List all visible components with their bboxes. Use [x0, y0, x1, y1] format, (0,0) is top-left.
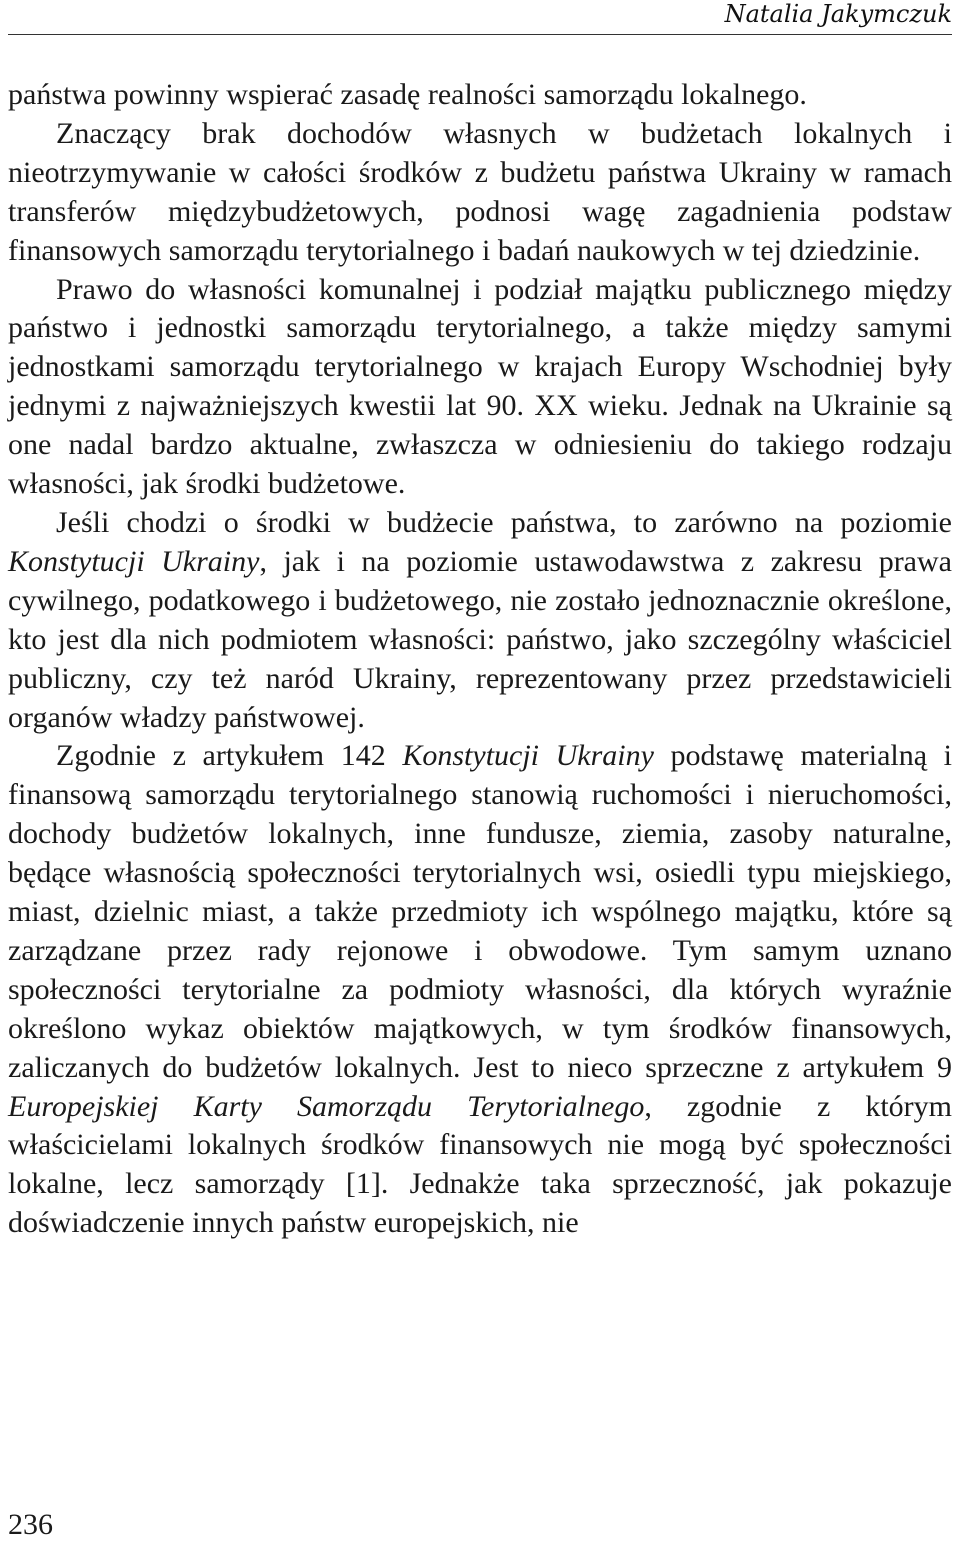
- paragraph-5-text-a: Zgodnie z artykułem 142: [56, 739, 403, 773]
- header-rule: [8, 34, 952, 35]
- paragraph-5-citation-constitution: Konstytucji Ukrainy: [402, 739, 654, 773]
- body-text: [8, 76, 952, 1243]
- paragraph-5-text-c: podstawę materialną i finansową samorządu terytorialnego stanowią ruchomości i nieruchomości, dochody budżetów lokalnych, inne fundusze, ziemia, zasoby naturalne, będące własnością społeczności terytorialnych wsi, osiedli typu miejskiego, miast, dzielnic miast, a także przedmioty ich wspólnego majątku, które są zarządzane przez rady rejonowe i obwodowe. Tym samym uznano społeczności terytorialne za podmioty własności, dla których wyraźnie określono wykaz obiektów majątkowych, w tym środków finansowych, zaliczanych do budżetów lokalnych. Jest to nieco sprzeczne z artykułem 9: [8, 739, 952, 1084]
- paragraph-3: Prawo do własności komunalnej i podział majątku publicznego między państwo i jednostki samorządu terytorialnego, a także między samymi jednostkami samorządu terytorialnego w krajach Europy Wschodniej były jednymi z najważniejszych kwestii lat 90. XX wieku. Jednak na Ukrainie są one nadal bardzo aktualne, zwłaszcza w odniesieniu do takiego rodzaju własności, jak środki budżetowe.: [8, 272, 952, 501]
- paragraph-2: Znaczący brak dochodów własnych w budżetach lokalnych i nieotrzymywanie w całości środków z budżetu państwa Ukrainy w ramach transferów międzybudżetowych, podnosi wagę zagadnienia podstaw finansowych samorządu terytorialnego i badań naukowych w tej dziedzinie.: [8, 116, 952, 267]
- paragraph-4-text-c: , jak i na poziomie ustawodawstwa z zakresu prawa cywilnego, podatkowego i budżetowego, nie zostało jednoznacznie określone, kto jest dla nich podmiotem własności: państwo, jako szczególny właściciel publiczny, czy też naród Ukrainy, reprezentowany przez przedstawicieli organów władzy państwowej.: [8, 544, 952, 734]
- paragraph-5-citation-charter: Europejskiej Karty Samorządu Terytorialnego: [8, 1089, 645, 1123]
- paragraph-1: państwa powinny wspierać zasadę realności samorządu lokalnego.: [8, 78, 807, 111]
- paragraph-4: [8, 504, 952, 737]
- paragraph-4-citation: Konstytucji Ukrainy: [8, 544, 260, 578]
- paragraph-5-text-e: , zgodnie z którym właścicielami lokalnych środków finansowych nie mogą być społeczności lokalne, lecz samorządy [1]. Jednakże taka sprzeczność, jak pokazuje doświadczenie innych państw europejskich, nie: [8, 1089, 952, 1240]
- paragraph-5: [8, 737, 952, 1243]
- page-number: 236: [8, 1508, 53, 1541]
- paragraph-4-text-a: Jeśli chodzi o środki w budżecie państwa, to zarówno na poziomie: [56, 505, 952, 539]
- running-head-author: Natalia Jakymczuk: [724, 0, 952, 28]
